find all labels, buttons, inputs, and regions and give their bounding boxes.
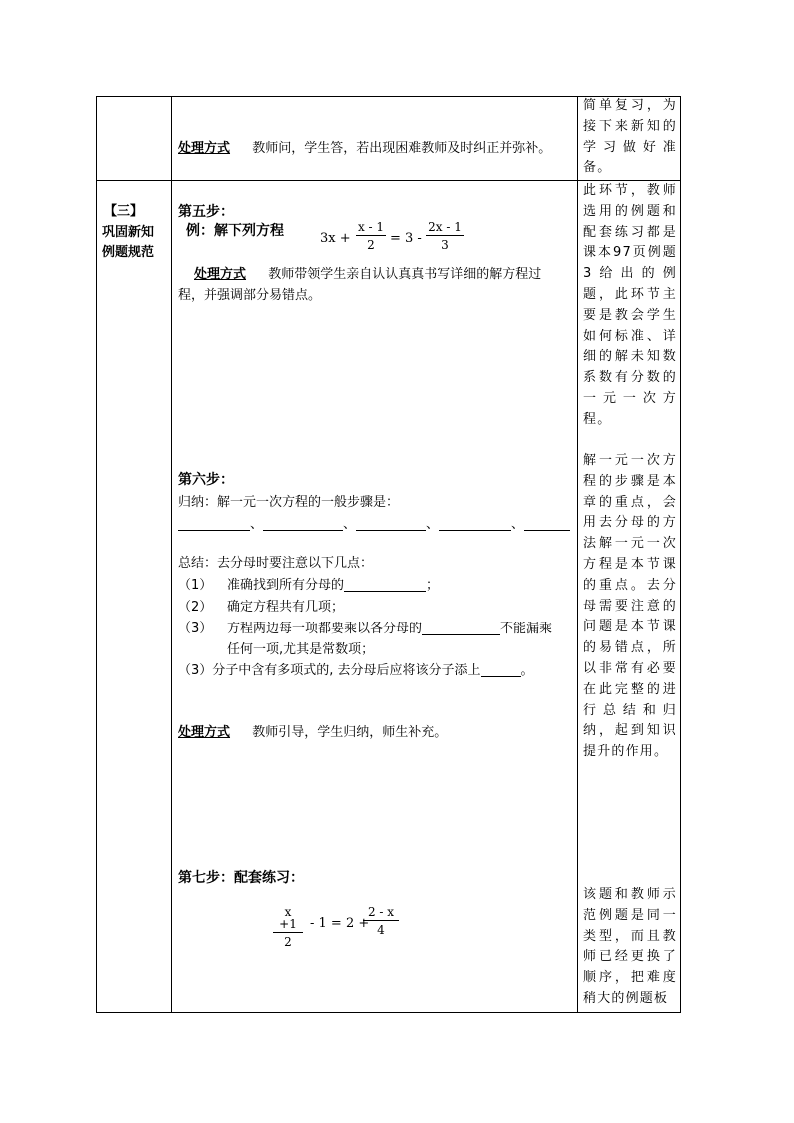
fraction-numerator: x +1: [279, 905, 297, 931]
answer-blank[interactable]: [344, 579, 426, 592]
point-1-end: ；: [426, 578, 440, 593]
exercise-fraction-1: [273, 906, 303, 948]
point-3-line2: 任何一项,尤其是常数项；: [227, 642, 375, 657]
point-1: [227, 579, 439, 592]
table-left-border: [96, 96, 97, 1013]
row1-side-note: 简单复习，为接下来新知的学习做好准备。: [583, 98, 677, 176]
answer-blank[interactable]: [439, 518, 511, 531]
point-3-number: （3）: [178, 621, 213, 636]
side-note-example: 此环节，教师选用的例题和配套练习都是课本97页例题3给出的例题，此环节主要是教会学生如何标准、详细的解未知数系数有分数的一元一次方程。: [583, 183, 677, 427]
equation-fraction-1: [356, 221, 386, 251]
method-label: 处理方式: [178, 141, 231, 156]
row1-method: [178, 142, 551, 155]
method-label: 处理方式: [194, 267, 247, 282]
method-label: 处理方式: [178, 725, 231, 740]
steps-blanks-line: [178, 518, 570, 531]
fraction-numerator: 2x - 1: [428, 220, 462, 234]
step6-title: 第六步：: [178, 472, 234, 488]
table-bottom-border: [96, 1012, 681, 1013]
answer-blank[interactable]: [524, 518, 570, 531]
answer-blank[interactable]: [178, 518, 250, 531]
answer-blank[interactable]: [356, 518, 426, 531]
section-label: 【三】: [104, 204, 144, 219]
point-2-text: 确定方程共有几项；: [227, 600, 345, 615]
point-4-text: （3）分子中含有多项式的, 去分母后应将该分子添上: [178, 663, 481, 678]
section-subtitle-1: 巩固新知: [102, 225, 155, 240]
point-4-end: 。: [520, 663, 534, 678]
table-right-border: [680, 96, 681, 1013]
side-note-summary: 解一元一次方程的步骤是本章的重点，会用去分母的方法解一元一次方程是本节课的重点。去分母需要注意的问题是本节课的易错点，所以非常有必要在此完整的进行总结和归纳，起到知识提升的作用。: [583, 453, 677, 760]
separator: 、: [250, 517, 264, 532]
example-label: 例：解下列方程: [186, 223, 284, 239]
method-text: 教师引导，学生归纳，师生补充。: [252, 725, 448, 740]
answer-blank[interactable]: [263, 518, 343, 531]
point-3-text: 方程两边每一项都要乘以各分母的: [227, 622, 423, 635]
method-text: 教师问，学生答，若出现困难教师及时纠正并弥补。: [252, 141, 552, 156]
answer-blank[interactable]: [422, 622, 500, 635]
point-3: [227, 622, 577, 635]
method-text: 教师带领学生亲自认认真真书写详细的解方程过: [268, 267, 542, 282]
step7-title: 第七步：配套练习：: [178, 870, 304, 886]
fraction-numerator: 2 - x: [367, 905, 395, 919]
section-subtitle-2: 例题规范: [102, 245, 155, 260]
fraction-denominator: 2: [367, 238, 375, 252]
separator: 、: [343, 517, 357, 532]
fraction-denominator: 2: [284, 935, 292, 949]
table-col-divider-2: [577, 96, 578, 1013]
step5-method-line1: [194, 268, 541, 281]
answer-blank[interactable]: [481, 664, 521, 677]
point-1-text: 准确找到所有分母的: [227, 578, 345, 593]
equation-middle: = 3 -: [390, 231, 422, 246]
separator: 、: [426, 517, 440, 532]
point-2-number: （2）: [178, 600, 213, 615]
induce-text: 归纳：解一元一次方程的一般步骤是：: [178, 495, 400, 510]
separator: 、: [511, 517, 525, 532]
table-col-divider-1: [171, 96, 172, 1013]
point-1-number: （1）: [178, 578, 213, 593]
step5-method-line2: 程，并强调部分易错点。: [178, 288, 322, 303]
exercise-middle: - 1 = 2 +: [310, 916, 370, 931]
equation-lead: 3x +: [320, 231, 351, 246]
step6-method: [178, 726, 447, 739]
point-3-end: 不能漏乘: [500, 622, 553, 635]
fraction-denominator: 4: [377, 923, 385, 937]
summary-text: 总结：去分母时要注意以下几点：: [178, 556, 374, 571]
fraction-numerator: x - 1: [357, 220, 385, 234]
step5-title: 第五步：: [178, 204, 234, 220]
fraction-denominator: 3: [441, 238, 449, 252]
point-4: [178, 664, 534, 677]
exercise-fraction-2: [363, 906, 399, 936]
side-note-exercise: 该题和教师示范例题是同一类型，而且教师已经更换了顺序，把难度稍大的例题板: [583, 887, 677, 1006]
equation-fraction-2: [426, 221, 464, 251]
